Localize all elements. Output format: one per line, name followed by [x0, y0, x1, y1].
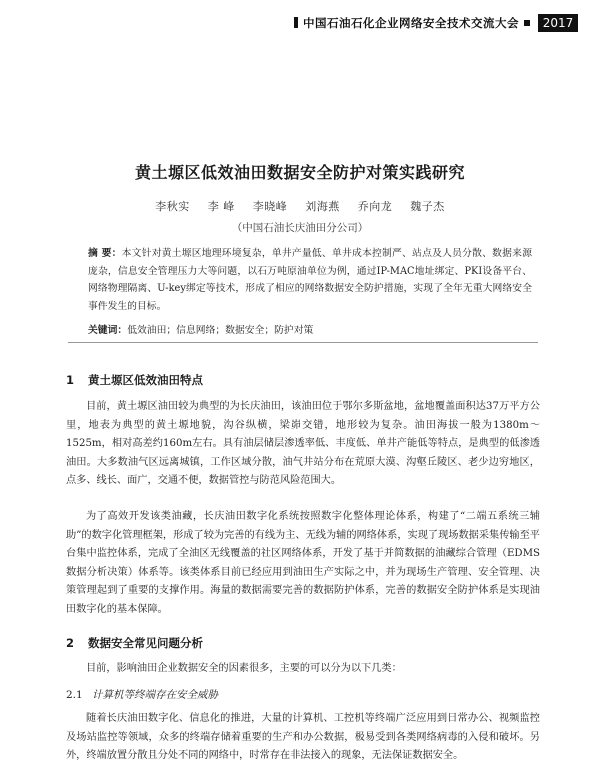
section-heading — [66, 635, 203, 651]
author-list — [0, 198, 600, 214]
paper-title: 黄土塬区低效油田数据安全防护对策实践研究 — [134, 163, 465, 182]
keywords-text: 低效油田；信息网络；数据安全；防护对策 — [127, 325, 314, 336]
section-heading — [66, 372, 203, 388]
author: 刘海燕 — [305, 200, 340, 213]
conference-name: 中国石油石化企业网络安全技术交流大会 — [294, 15, 530, 31]
keywords — [88, 322, 532, 336]
subsection-number: 2.1 — [66, 689, 83, 701]
body-paragraph: 为了高效开发该类油藏，长庆油田数字化系统按照数字化整体理论体系，构建了“二端五系统三辅助”的数字化管理框架，形成了较为完善的有线为主、无线为辅的网络体系，实现了现场数据采集传输至平台集中监控体系，完成了全油区无线覆盖的社区网络体系，开发了基于并简数据的油藏综合管理（EDMS数据分析决策）体系等。该类体系目前已经应用到油田生产实际之中，并为现场生产管理、安全管理、决策管理起到了重要的支撑作用。海量的数据需要完善的数据防护体系，完善的数据安全防护体系是实现油田数字化的基本保障。 — [66, 511, 540, 615]
conference-header — [0, 14, 600, 34]
author: 李 峰 — [207, 200, 235, 213]
subsection-heading — [66, 687, 218, 702]
section-title: 黄土塬区低效油田特点 — [88, 373, 203, 387]
body-paragraph: 目前，影响油田企业数据安全的因素很多，主要的可以分为以下几类： — [86, 663, 402, 674]
author: 乔向龙 — [357, 200, 393, 213]
section-number: 2 — [66, 636, 75, 650]
body-paragraph: 目前，黄土塬区油田较为典型的为长庆油田，该油田位于鄂尔多斯盆地，盆地覆盖面积达37万平方公里，地表为典型的黄土塬地貌，沟谷纵横，梁峁交错，地形较为复杂。油田海拔一般为1380m～1525m，相对高差约160m左右。具有油层储层渗透率低、丰度低、单井产能低等特点，是典型的低渗透油田。大多数油气区远离城镇，工作区域分散，油气井站分布在荒原大漠、沟壑丘陵区、老少边穷地区，点多、线长、面广，交通不便，数据管控与防范风险范围大。 — [66, 401, 540, 486]
author: 魏子杰 — [410, 200, 445, 213]
author: 李晓峰 — [252, 200, 288, 213]
subsection-title: 计算机等终端存在安全威胁 — [92, 689, 218, 701]
abstract-label: 摘 要： — [88, 248, 122, 259]
conference-year: 2017 — [538, 14, 578, 32]
header-bar-mark — [294, 17, 298, 28]
abstract-text: 本文针对黄土塬区地理环境复杂，单井产量低、单井成本控制严、站点及人员分散、数据来源庞杂，信息安全管理压力大等问题，以石万吨原油单位为例，通过IP-MAC地址绑定、PKI设备平台、网络物理隔离、U-key绑定等技术，形成了相应的网络数据安全防护措施，实现了全年无重大网络安全事件发生的目标。 — [88, 248, 532, 312]
abstract-divider — [68, 342, 538, 343]
body-paragraph: 随着长庆油田数字化、信息化的推进，大量的计算机、工控机等终端广泛应用到日常办公、视频监控及场站监控等领域，众多的终端存储着重要的生产和办公数据，极易受到各类网络病毒的入侵和破坏。另外，终端放置分散且分处不同的网络中，时常存在非法接入的现象，无法保证数据安全。 — [66, 713, 540, 761]
keywords-label: 关键词： — [88, 325, 128, 336]
affiliation: （中国石油长庆油田分公司） — [231, 222, 369, 234]
abstract — [88, 245, 532, 315]
author: 李秋实 — [155, 200, 190, 213]
header-square-mark — [524, 20, 530, 26]
section-number: 1 — [66, 373, 75, 387]
section-title: 数据安全常见问题分析 — [88, 636, 203, 650]
